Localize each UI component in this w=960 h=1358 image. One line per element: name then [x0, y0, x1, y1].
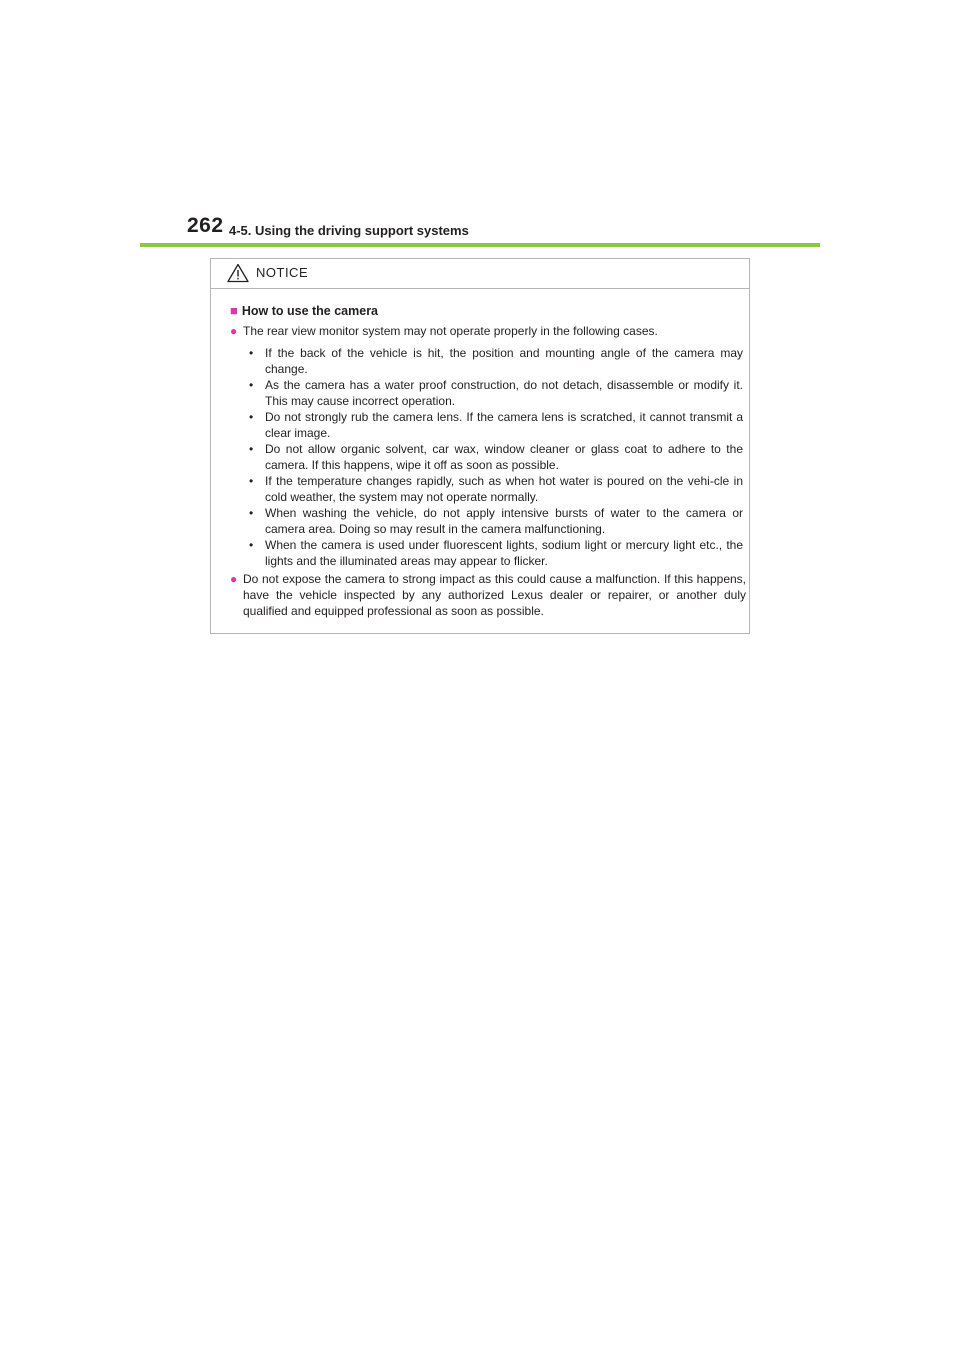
list-item: [230, 323, 746, 339]
sub-list-item: • As the camera has a water proof construction, do not detach, disassemble or modify it. This may cause incorrect operation.: [249, 378, 743, 408]
page-header: [140, 214, 820, 250]
circle-bullet-icon: ●: [230, 572, 238, 586]
sub-list: [247, 345, 743, 569]
notice-box: [210, 258, 750, 634]
dot-bullet-icon: •: [249, 346, 254, 360]
sub-list-item: • Do not strongly rub the camera lens. If the camera lens is scratched, it cannot transmit a clear image.: [249, 410, 743, 440]
item-text: The rear view monitor system may not operate properly in the following cases.: [243, 324, 658, 338]
circle-bullet-icon: ●: [230, 324, 238, 338]
list-item: [230, 571, 746, 619]
sub-list-item: • When washing the vehicle, do not apply intensive bursts of water to the camera or camera area. Doing so may result in the camera malfunctioning.: [249, 506, 743, 536]
notice-header: [211, 259, 749, 289]
header-rule: [140, 243, 820, 247]
notice-title: NOTICE: [256, 265, 309, 280]
sub-list-item: • When the camera is used under fluorescent lights, sodium light or mercury light etc., the lights and the illuminated areas may appear to flicker.: [249, 538, 743, 568]
warning-triangle-icon: [227, 263, 249, 283]
section-title: 4-5. Using the driving support systems: [229, 223, 469, 238]
page-number: 262: [187, 214, 224, 237]
dot-bullet-icon: •: [249, 506, 254, 520]
sub-list-item: • Do not allow organic solvent, car wax, window cleaner or glass coat to adhere to the camera. If this happens, wipe it off as soon as possible.: [249, 442, 743, 472]
dot-bullet-icon: •: [249, 442, 254, 456]
dot-bullet-icon: •: [249, 410, 254, 424]
dot-bullet-icon: •: [249, 538, 254, 552]
notice-heading: [230, 303, 378, 318]
item-text: Do not expose the camera to strong impact as this could cause a malfunction. If this happens, have the vehicle inspected by any authorized Lexus dealer or repairer, or another duly qualified and equipped professional as soon as possible.: [243, 572, 746, 618]
sub-list-item: • If the temperature changes rapidly, such as when hot water is poured on the vehi-cle in cold weather, the system may not operate normally.: [249, 474, 743, 504]
square-bullet-icon: ■: [230, 303, 238, 318]
dot-bullet-icon: •: [249, 378, 254, 392]
dot-bullet-icon: •: [249, 474, 254, 488]
sub-list-item: • If the back of the vehicle is hit, the position and mounting angle of the camera may change.: [249, 346, 743, 376]
notice-heading-text: How to use the camera: [241, 304, 379, 318]
